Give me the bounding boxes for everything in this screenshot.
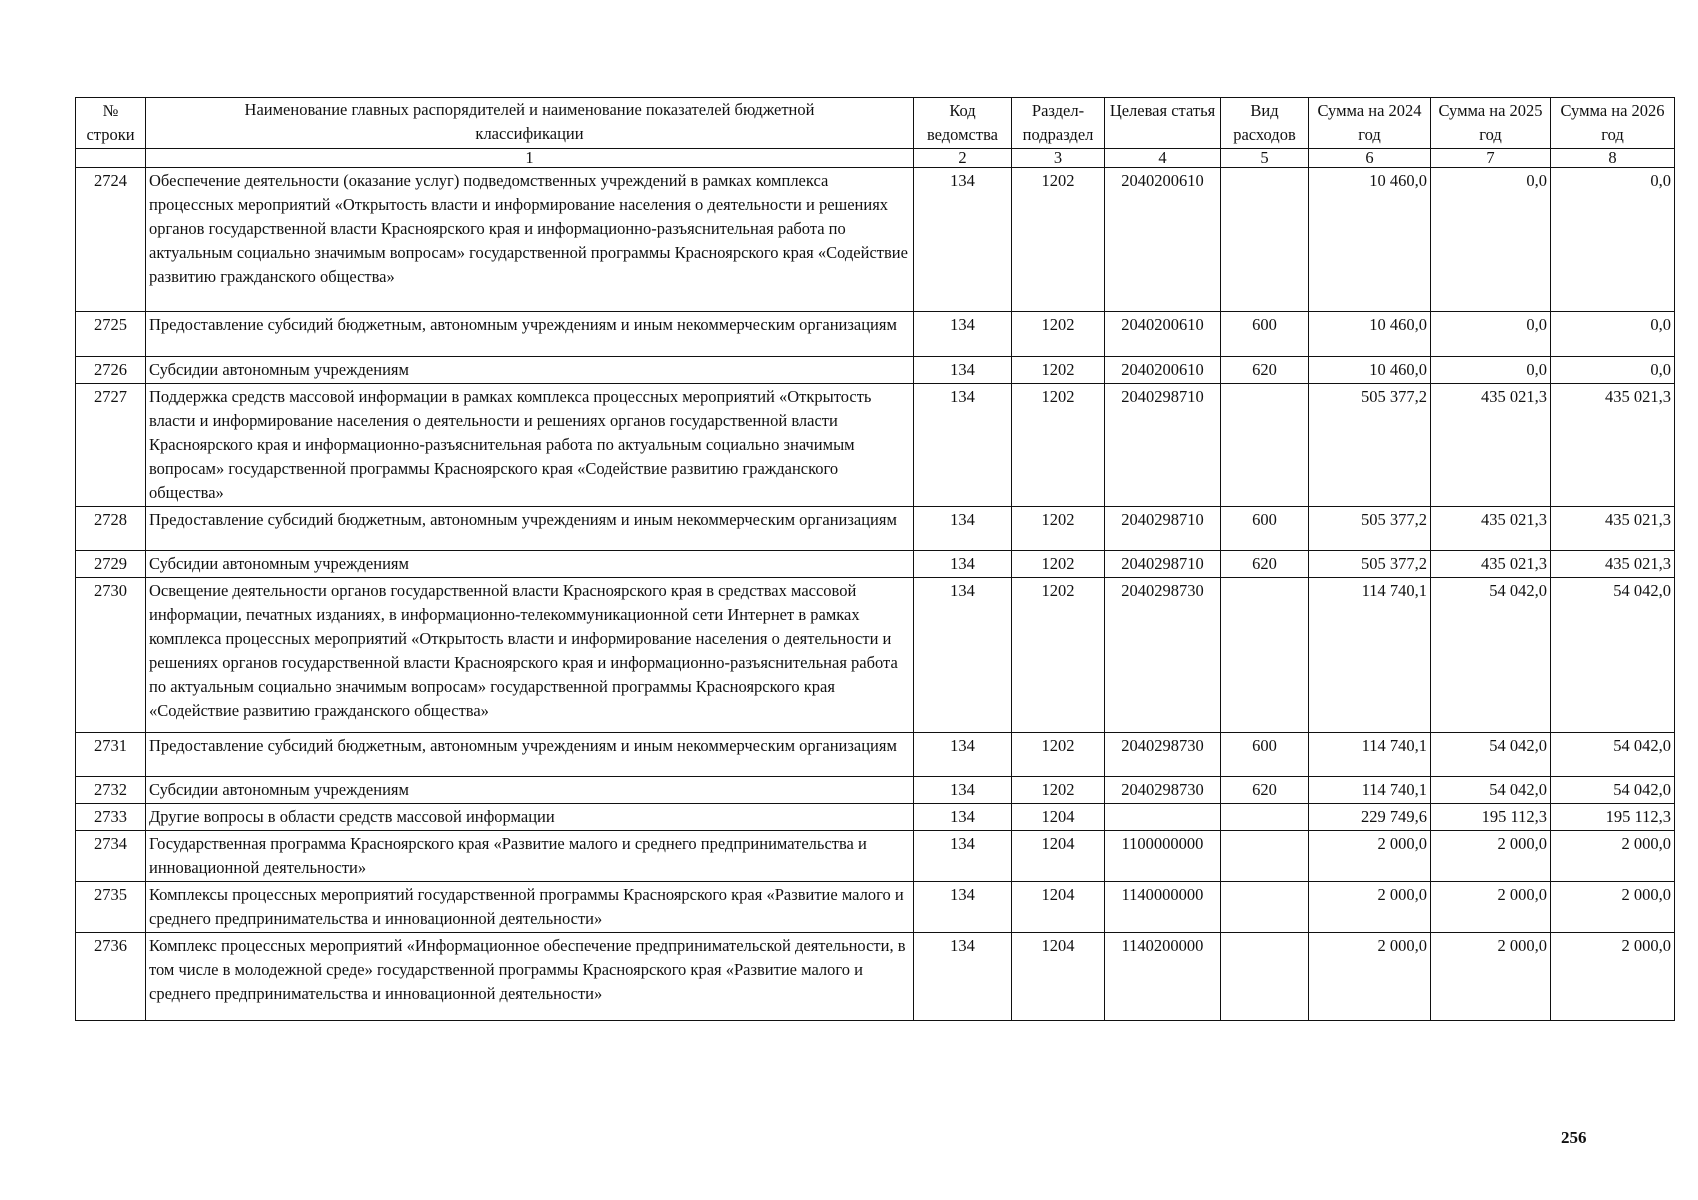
table-row (76, 933, 1675, 1021)
table-row (76, 384, 1675, 507)
row-dept-code: 134 (914, 551, 1012, 578)
row-name: Предоставление субсидий бюджетным, автономным учреждениям и иным некоммерческим организациям (146, 733, 914, 777)
budget-table (75, 97, 1675, 1021)
row-sum-2024: 2 000,0 (1309, 882, 1431, 933)
row-section: 1204 (1012, 831, 1105, 882)
table-row (76, 831, 1675, 882)
row-name: Комплексы процессных мероприятий государственной программы Красноярского края «Развитие малого и среднего предпринимательства и инновационной деятельности» (146, 882, 914, 933)
row-number: 2726 (76, 357, 146, 384)
row-sum-2025: 195 112,3 (1431, 804, 1551, 831)
row-target-article: 2040298710 (1105, 384, 1221, 507)
row-dept-code: 134 (914, 777, 1012, 804)
row-expense-type: 600 (1221, 733, 1309, 777)
header-sum-2024: Сумма на 2024 год (1309, 98, 1431, 149)
row-name: Субсидии автономным учреждениям (146, 551, 914, 578)
row-target-article: 2040298710 (1105, 507, 1221, 551)
row-section: 1202 (1012, 551, 1105, 578)
header-target-article: Целевая статья (1105, 98, 1221, 149)
column-number: 1 (146, 149, 914, 168)
row-target-article: 2040298730 (1105, 733, 1221, 777)
row-sum-2024: 114 740,1 (1309, 733, 1431, 777)
row-sum-2024: 10 460,0 (1309, 357, 1431, 384)
row-sum-2025: 2 000,0 (1431, 831, 1551, 882)
column-number: 2 (914, 149, 1012, 168)
row-number: 2731 (76, 733, 146, 777)
row-dept-code: 134 (914, 804, 1012, 831)
row-number: 2729 (76, 551, 146, 578)
row-expense-type (1221, 831, 1309, 882)
row-sum-2025: 54 042,0 (1431, 777, 1551, 804)
row-sum-2025: 0,0 (1431, 357, 1551, 384)
row-target-article: 2040298730 (1105, 578, 1221, 733)
row-sum-2024: 2 000,0 (1309, 933, 1431, 1021)
row-dept-code: 134 (914, 933, 1012, 1021)
row-sum-2026: 2 000,0 (1551, 831, 1675, 882)
column-number: 8 (1551, 149, 1675, 168)
row-sum-2024: 505 377,2 (1309, 384, 1431, 507)
row-expense-type: 600 (1221, 312, 1309, 357)
column-number: 3 (1012, 149, 1105, 168)
row-section: 1202 (1012, 578, 1105, 733)
row-dept-code: 134 (914, 168, 1012, 312)
row-sum-2025: 2 000,0 (1431, 882, 1551, 933)
row-section: 1204 (1012, 933, 1105, 1021)
row-sum-2025: 54 042,0 (1431, 578, 1551, 733)
row-dept-code: 134 (914, 384, 1012, 507)
row-section: 1202 (1012, 507, 1105, 551)
row-sum-2025: 0,0 (1431, 312, 1551, 357)
row-sum-2025: 435 021,3 (1431, 384, 1551, 507)
row-sum-2024: 505 377,2 (1309, 551, 1431, 578)
table-row (76, 882, 1675, 933)
row-sum-2026: 2 000,0 (1551, 882, 1675, 933)
row-sum-2026: 195 112,3 (1551, 804, 1675, 831)
row-sum-2025: 435 021,3 (1431, 551, 1551, 578)
table-row (76, 578, 1675, 733)
table-row (76, 804, 1675, 831)
table-row (76, 507, 1675, 551)
table-row (76, 551, 1675, 578)
row-sum-2024: 229 749,6 (1309, 804, 1431, 831)
row-section: 1202 (1012, 357, 1105, 384)
row-sum-2026: 435 021,3 (1551, 384, 1675, 507)
header-expense-type: Вид расходов (1221, 98, 1309, 149)
row-section: 1202 (1012, 384, 1105, 507)
column-number: 6 (1309, 149, 1431, 168)
row-name: Освещение деятельности органов государственной власти Красноярского края в средствах массовой информации, печатных изданиях, в информационно-телекоммуникационной сети Интернет в рамках комплекса процессных мероприятий «Открытость власти и информирование населения о деятельности и решениях органов государственной власти Красноярского края и информационно-разъяснительная работа по актуальным социально значимым вопросам» государственной программы Красноярского края «Содействие развитию гражданского общества» (146, 578, 914, 733)
row-name: Поддержка средств массовой информации в рамках комплекса процессных мероприятий «Открытость власти и информирование населения о деятельности и решениях органов государственной власти Красноярского края и информационно-разъяснительная работа по актуальным социально значимым вопросам» государственной программы Красноярского края «Содействие развитию гражданского общества» (146, 384, 914, 507)
row-dept-code: 134 (914, 831, 1012, 882)
header-sum-2025: Сумма на 2025 год (1431, 98, 1551, 149)
column-number (76, 149, 146, 168)
row-number: 2733 (76, 804, 146, 831)
row-sum-2025: 0,0 (1431, 168, 1551, 312)
row-sum-2026: 0,0 (1551, 357, 1675, 384)
row-sum-2026: 0,0 (1551, 312, 1675, 357)
table-body (76, 98, 1675, 1021)
row-sum-2024: 114 740,1 (1309, 578, 1431, 733)
row-name: Комплекс процессных мероприятий «Информационное обеспечение предпринимательской деятельности, в том числе в молодежной среде» государственной программы Красноярского края «Развитие малого и среднего предпринимательства и инновационной деятельности» (146, 933, 914, 1021)
row-expense-type: 620 (1221, 551, 1309, 578)
row-target-article: 2040200610 (1105, 312, 1221, 357)
row-target-article: 1100000000 (1105, 831, 1221, 882)
row-sum-2024: 10 460,0 (1309, 168, 1431, 312)
row-number: 2724 (76, 168, 146, 312)
table-row (76, 357, 1675, 384)
row-sum-2025: 2 000,0 (1431, 933, 1551, 1021)
header-dept-code: Код ведомства (914, 98, 1012, 149)
row-target-article: 2040200610 (1105, 168, 1221, 312)
row-dept-code: 134 (914, 733, 1012, 777)
row-section: 1204 (1012, 804, 1105, 831)
table-row (76, 312, 1675, 357)
row-expense-type (1221, 384, 1309, 507)
header-name: Наименование главных распорядителей и наименование показателей бюджетной классификации (146, 98, 914, 149)
row-sum-2024: 505 377,2 (1309, 507, 1431, 551)
table-row (76, 168, 1675, 312)
row-number: 2732 (76, 777, 146, 804)
row-sum-2026: 2 000,0 (1551, 933, 1675, 1021)
row-section: 1202 (1012, 733, 1105, 777)
row-sum-2026: 54 042,0 (1551, 733, 1675, 777)
row-number: 2734 (76, 831, 146, 882)
row-number: 2735 (76, 882, 146, 933)
row-sum-2025: 54 042,0 (1431, 733, 1551, 777)
row-dept-code: 134 (914, 578, 1012, 733)
row-sum-2026: 54 042,0 (1551, 578, 1675, 733)
row-expense-type (1221, 578, 1309, 733)
header-sum-2026: Сумма на 2026 год (1551, 98, 1675, 149)
row-number: 2727 (76, 384, 146, 507)
column-number-row (76, 149, 1675, 168)
row-section: 1202 (1012, 777, 1105, 804)
row-sum-2026: 54 042,0 (1551, 777, 1675, 804)
row-target-article: 2040298710 (1105, 551, 1221, 578)
row-expense-type: 600 (1221, 507, 1309, 551)
row-expense-type: 620 (1221, 777, 1309, 804)
row-dept-code: 134 (914, 882, 1012, 933)
row-name: Субсидии автономным учреждениям (146, 777, 914, 804)
row-expense-type (1221, 882, 1309, 933)
header-row (76, 98, 1675, 149)
row-target-article: 1140000000 (1105, 882, 1221, 933)
column-number: 5 (1221, 149, 1309, 168)
header-row-number: № строки (76, 98, 146, 149)
row-target-article: 2040298730 (1105, 777, 1221, 804)
row-sum-2024: 2 000,0 (1309, 831, 1431, 882)
row-dept-code: 134 (914, 507, 1012, 551)
row-number: 2725 (76, 312, 146, 357)
row-expense-type (1221, 804, 1309, 831)
row-sum-2024: 114 740,1 (1309, 777, 1431, 804)
row-section: 1202 (1012, 168, 1105, 312)
column-number: 7 (1431, 149, 1551, 168)
row-target-article (1105, 804, 1221, 831)
row-section: 1204 (1012, 882, 1105, 933)
row-number: 2728 (76, 507, 146, 551)
row-dept-code: 134 (914, 357, 1012, 384)
row-name: Государственная программа Красноярского края «Развитие малого и среднего предпринимательства и инновационной деятельности» (146, 831, 914, 882)
row-name: Предоставление субсидий бюджетным, автономным учреждениям и иным некоммерческим организациям (146, 312, 914, 357)
row-sum-2025: 435 021,3 (1431, 507, 1551, 551)
row-name: Обеспечение деятельности (оказание услуг) подведомственных учреждений в рамках комплекса процессных мероприятий «Открытость власти и информирование населения о деятельности и решениях органов государственной власти Красноярского края и информационно-разъяснительная работа по актуальным социально значимым вопросам» государственной программы Красноярского края «Содействие развитию гражданского общества» (146, 168, 914, 312)
row-sum-2026: 435 021,3 (1551, 507, 1675, 551)
row-expense-type (1221, 168, 1309, 312)
row-sum-2024: 10 460,0 (1309, 312, 1431, 357)
row-number: 2736 (76, 933, 146, 1021)
row-name: Другие вопросы в области средств массовой информации (146, 804, 914, 831)
table-row (76, 777, 1675, 804)
row-name: Субсидии автономным учреждениям (146, 357, 914, 384)
row-sum-2026: 0,0 (1551, 168, 1675, 312)
page-number: 256 (1561, 1128, 1587, 1147)
table-row (76, 733, 1675, 777)
row-name: Предоставление субсидий бюджетным, автономным учреждениям и иным некоммерческим организациям (146, 507, 914, 551)
row-target-article: 1140200000 (1105, 933, 1221, 1021)
row-expense-type (1221, 933, 1309, 1021)
row-dept-code: 134 (914, 312, 1012, 357)
header-section: Раздел-подраздел (1012, 98, 1105, 149)
row-section: 1202 (1012, 312, 1105, 357)
column-number: 4 (1105, 149, 1221, 168)
row-number: 2730 (76, 578, 146, 733)
row-sum-2026: 435 021,3 (1551, 551, 1675, 578)
row-expense-type: 620 (1221, 357, 1309, 384)
row-target-article: 2040200610 (1105, 357, 1221, 384)
